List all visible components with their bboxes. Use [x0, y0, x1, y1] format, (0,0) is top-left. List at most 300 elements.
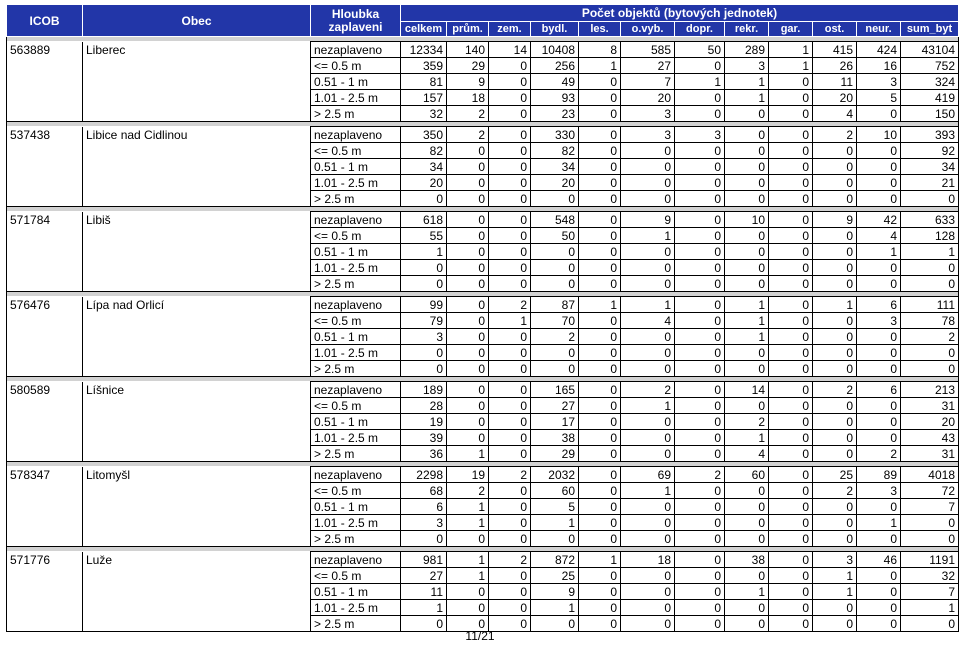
value-cell: 0 — [579, 616, 621, 632]
table-row — [7, 143, 959, 159]
icob-cell — [7, 584, 83, 600]
column-header: rekr. — [725, 22, 769, 37]
value-cell: 2 — [621, 382, 675, 398]
value-cell: 3 — [725, 58, 769, 74]
value-cell: 0 — [675, 106, 725, 122]
value-cell: 0 — [579, 191, 621, 207]
value-cell: 0 — [579, 414, 621, 430]
value-cell: 1 — [857, 244, 901, 260]
value-cell: 81 — [401, 74, 447, 90]
obec-cell — [83, 515, 311, 531]
value-cell: 1 — [725, 74, 769, 90]
value-cell: 0 — [769, 191, 813, 207]
value-cell: 0 — [401, 276, 447, 292]
value-cell: 140 — [447, 42, 489, 58]
value-cell: 0 — [725, 398, 769, 414]
value-cell: 0 — [901, 616, 959, 632]
obec-cell — [83, 483, 311, 499]
value-cell: 752 — [901, 58, 959, 74]
value-cell: 0 — [675, 584, 725, 600]
icob-cell — [7, 58, 83, 74]
value-cell: 0 — [489, 499, 531, 515]
value-cell: 2298 — [401, 467, 447, 483]
value-cell: 0 — [769, 414, 813, 430]
value-cell: 0 — [621, 191, 675, 207]
value-cell: 0 — [489, 191, 531, 207]
value-cell: 0 — [813, 600, 857, 616]
value-cell: 19 — [447, 467, 489, 483]
value-cell: 2032 — [531, 467, 579, 483]
value-cell: 0 — [489, 276, 531, 292]
value-cell: 0 — [675, 276, 725, 292]
value-cell: 1 — [447, 552, 489, 568]
value-cell: 92 — [901, 143, 959, 159]
depth-cell: nezaplaveno — [311, 552, 401, 568]
value-cell: 1 — [531, 600, 579, 616]
value-cell: 0 — [531, 531, 579, 547]
icob-cell — [7, 515, 83, 531]
value-cell: 0 — [447, 398, 489, 414]
value-cell: 393 — [901, 127, 959, 143]
value-cell: 43104 — [901, 42, 959, 58]
value-cell: 0 — [675, 143, 725, 159]
value-cell: 0 — [675, 159, 725, 175]
depth-cell: 1.01 - 2.5 m — [311, 515, 401, 531]
value-cell: 0 — [813, 361, 857, 377]
value-cell: 0 — [901, 276, 959, 292]
value-cell: 70 — [531, 313, 579, 329]
value-cell: 1 — [489, 313, 531, 329]
value-cell: 0 — [813, 159, 857, 175]
value-cell: 0 — [489, 600, 531, 616]
value-cell: 78 — [901, 313, 959, 329]
value-cell: 0 — [769, 531, 813, 547]
value-cell: 2 — [447, 483, 489, 499]
obec-cell — [83, 58, 311, 74]
icob-cell — [7, 361, 83, 377]
value-cell: 0 — [401, 531, 447, 547]
value-cell: 9 — [531, 584, 579, 600]
value-cell: 46 — [857, 552, 901, 568]
value-cell: 0 — [813, 260, 857, 276]
table-row — [7, 244, 959, 260]
value-cell: 1 — [813, 584, 857, 600]
obec-cell — [83, 329, 311, 345]
value-cell: 0 — [725, 345, 769, 361]
value-cell: 18 — [621, 552, 675, 568]
value-cell: 0 — [769, 244, 813, 260]
value-cell: 0 — [901, 515, 959, 531]
value-cell: 7 — [621, 74, 675, 90]
value-cell: 0 — [769, 313, 813, 329]
value-cell: 0 — [621, 446, 675, 462]
value-cell: 0 — [857, 191, 901, 207]
header-hloubka-line2: zaplaveni — [328, 19, 383, 34]
value-cell: 4 — [725, 446, 769, 462]
icob-cell: 537438 — [7, 127, 83, 143]
depth-cell: <= 0.5 m — [311, 313, 401, 329]
value-cell: 0 — [857, 568, 901, 584]
value-cell: 0 — [579, 127, 621, 143]
depth-cell: 1.01 - 2.5 m — [311, 600, 401, 616]
table-header — [7, 5, 959, 37]
value-cell: 0 — [579, 446, 621, 462]
value-cell: 0 — [621, 159, 675, 175]
obec-cell: Líšnice — [83, 382, 311, 398]
value-cell: 2 — [489, 467, 531, 483]
value-cell: 1 — [725, 90, 769, 106]
value-cell: 60 — [725, 467, 769, 483]
value-cell: 0 — [813, 329, 857, 345]
value-cell: 0 — [579, 212, 621, 228]
value-cell: 20 — [901, 414, 959, 430]
value-cell: 0 — [769, 212, 813, 228]
value-cell: 981 — [401, 552, 447, 568]
value-cell: 0 — [621, 329, 675, 345]
value-cell: 1 — [901, 244, 959, 260]
obec-cell — [83, 260, 311, 276]
value-cell: 60 — [531, 483, 579, 499]
value-cell: 0 — [579, 329, 621, 345]
value-cell: 128 — [901, 228, 959, 244]
value-cell: 3 — [401, 515, 447, 531]
value-cell: 0 — [813, 228, 857, 244]
value-cell: 0 — [725, 276, 769, 292]
value-cell: 1 — [447, 568, 489, 584]
table-row — [7, 329, 959, 345]
value-cell: 0 — [675, 446, 725, 462]
table-row — [7, 42, 959, 58]
obec-cell — [83, 345, 311, 361]
value-cell: 0 — [813, 345, 857, 361]
depth-cell: > 2.5 m — [311, 276, 401, 292]
obec-cell — [83, 446, 311, 462]
value-cell: 618 — [401, 212, 447, 228]
value-cell: 14 — [489, 42, 531, 58]
value-cell: 0 — [447, 616, 489, 632]
value-cell: 1 — [579, 58, 621, 74]
value-cell: 43 — [901, 430, 959, 446]
icob-cell: 563889 — [7, 42, 83, 58]
depth-cell: <= 0.5 m — [311, 58, 401, 74]
value-cell: 0 — [447, 244, 489, 260]
value-cell: 0 — [769, 74, 813, 90]
value-cell: 0 — [579, 313, 621, 329]
value-cell: 3 — [813, 552, 857, 568]
table-row — [7, 361, 959, 377]
obec-cell — [83, 430, 311, 446]
obec-cell: Libice nad Cidlinou — [83, 127, 311, 143]
value-cell: 0 — [675, 430, 725, 446]
value-cell: 9 — [447, 74, 489, 90]
value-cell: 1 — [447, 446, 489, 462]
value-cell: 8 — [579, 42, 621, 58]
value-cell: 585 — [621, 42, 675, 58]
value-cell: 0 — [725, 143, 769, 159]
value-cell: 20 — [621, 90, 675, 106]
depth-cell: nezaplaveno — [311, 127, 401, 143]
value-cell: 6 — [857, 382, 901, 398]
obec-cell — [83, 361, 311, 377]
value-cell: 0 — [579, 584, 621, 600]
value-cell: 7 — [901, 584, 959, 600]
value-cell: 0 — [901, 345, 959, 361]
value-cell: 49 — [531, 74, 579, 90]
value-cell: 0 — [579, 175, 621, 191]
value-cell: 69 — [621, 467, 675, 483]
value-cell: 50 — [531, 228, 579, 244]
value-cell: 0 — [675, 244, 725, 260]
obec-cell — [83, 531, 311, 547]
value-cell: 0 — [401, 191, 447, 207]
icob-cell — [7, 483, 83, 499]
value-cell: 150 — [901, 106, 959, 122]
value-cell: 0 — [621, 414, 675, 430]
value-cell: 0 — [813, 430, 857, 446]
value-cell: 0 — [857, 276, 901, 292]
value-cell: 289 — [725, 42, 769, 58]
icob-cell — [7, 244, 83, 260]
table-row — [7, 276, 959, 292]
table-row — [7, 191, 959, 207]
value-cell: 17 — [531, 414, 579, 430]
value-cell: 0 — [447, 212, 489, 228]
value-cell: 0 — [489, 329, 531, 345]
value-cell: 0 — [489, 127, 531, 143]
obec-cell — [83, 106, 311, 122]
value-cell: 10408 — [531, 42, 579, 58]
value-cell: 0 — [447, 297, 489, 313]
depth-cell: 1.01 - 2.5 m — [311, 90, 401, 106]
value-cell: 0 — [725, 499, 769, 515]
value-cell: 3 — [401, 329, 447, 345]
value-cell: 0 — [621, 531, 675, 547]
value-cell: 0 — [675, 398, 725, 414]
value-cell: 0 — [447, 531, 489, 547]
value-cell: 0 — [769, 584, 813, 600]
value-cell: 0 — [579, 90, 621, 106]
value-cell: 0 — [489, 430, 531, 446]
column-header: ost. — [813, 22, 857, 37]
column-header: prům. — [447, 22, 489, 37]
column-header: les. — [579, 22, 621, 37]
value-cell: 350 — [401, 127, 447, 143]
value-cell: 36 — [401, 446, 447, 462]
value-cell: 419 — [901, 90, 959, 106]
value-cell: 21 — [901, 175, 959, 191]
obec-cell — [83, 568, 311, 584]
value-cell: 0 — [579, 382, 621, 398]
value-cell: 31 — [901, 446, 959, 462]
value-cell: 0 — [579, 159, 621, 175]
value-cell: 0 — [401, 345, 447, 361]
value-cell: 0 — [621, 361, 675, 377]
value-cell: 0 — [769, 90, 813, 106]
value-cell: 0 — [769, 276, 813, 292]
value-cell: 12334 — [401, 42, 447, 58]
value-cell: 0 — [489, 568, 531, 584]
value-cell: 50 — [675, 42, 725, 58]
table-row — [7, 467, 959, 483]
value-cell: 27 — [401, 568, 447, 584]
obec-cell — [83, 414, 311, 430]
value-cell: 2 — [489, 297, 531, 313]
table-row — [7, 568, 959, 584]
icob-cell: 571776 — [7, 552, 83, 568]
value-cell: 633 — [901, 212, 959, 228]
value-cell: 16 — [857, 58, 901, 74]
value-cell: 0 — [675, 483, 725, 499]
value-cell: 0 — [675, 90, 725, 106]
value-cell: 0 — [675, 329, 725, 345]
value-cell: 79 — [401, 313, 447, 329]
header-hloubka — [311, 5, 401, 37]
icob-cell — [7, 74, 83, 90]
obec-cell: Luže — [83, 552, 311, 568]
value-cell: 0 — [447, 584, 489, 600]
value-cell: 0 — [725, 127, 769, 143]
obec-cell — [83, 90, 311, 106]
value-cell: 20 — [813, 90, 857, 106]
value-cell: 0 — [725, 616, 769, 632]
table-row — [7, 260, 959, 276]
value-cell: 1 — [401, 244, 447, 260]
value-cell: 0 — [579, 345, 621, 361]
depth-cell: 1.01 - 2.5 m — [311, 430, 401, 446]
value-cell: 0 — [489, 483, 531, 499]
value-cell: 0 — [857, 499, 901, 515]
value-cell: 0 — [447, 382, 489, 398]
table-row — [7, 297, 959, 313]
value-cell: 0 — [725, 260, 769, 276]
value-cell: 0 — [531, 191, 579, 207]
value-cell: 0 — [813, 276, 857, 292]
value-cell: 0 — [901, 191, 959, 207]
column-header: bydl. — [531, 22, 579, 37]
value-cell: 0 — [579, 600, 621, 616]
depth-cell: 1.01 - 2.5 m — [311, 345, 401, 361]
table-row — [7, 90, 959, 106]
value-cell: 0 — [857, 159, 901, 175]
value-cell: 1 — [447, 499, 489, 515]
value-cell: 0 — [769, 568, 813, 584]
value-cell: 0 — [489, 90, 531, 106]
value-cell: 0 — [579, 276, 621, 292]
table-row — [7, 531, 959, 547]
value-cell: 0 — [447, 191, 489, 207]
column-header: gar. — [769, 22, 813, 37]
value-cell: 31 — [901, 398, 959, 414]
value-cell: 0 — [531, 616, 579, 632]
depth-cell: nezaplaveno — [311, 42, 401, 58]
icob-cell — [7, 90, 83, 106]
value-cell: 0 — [621, 430, 675, 446]
value-cell: 2 — [447, 127, 489, 143]
value-cell: 2 — [813, 127, 857, 143]
value-cell: 1 — [675, 74, 725, 90]
depth-cell: nezaplaveno — [311, 212, 401, 228]
depth-cell: 0.51 - 1 m — [311, 74, 401, 90]
value-cell: 0 — [725, 159, 769, 175]
value-cell: 0 — [675, 515, 725, 531]
value-cell: 165 — [531, 382, 579, 398]
value-cell: 26 — [813, 58, 857, 74]
value-cell: 0 — [489, 531, 531, 547]
table-row — [7, 515, 959, 531]
depth-cell: > 2.5 m — [311, 191, 401, 207]
table-row — [7, 382, 959, 398]
value-cell: 1 — [621, 398, 675, 414]
value-cell: 0 — [621, 143, 675, 159]
value-cell: 0 — [401, 616, 447, 632]
value-cell: 0 — [813, 175, 857, 191]
value-cell: 256 — [531, 58, 579, 74]
value-cell: 1 — [621, 483, 675, 499]
value-cell: 93 — [531, 90, 579, 106]
value-cell: 0 — [621, 584, 675, 600]
value-cell: 0 — [675, 382, 725, 398]
depth-cell: > 2.5 m — [311, 361, 401, 377]
value-cell: 0 — [621, 499, 675, 515]
value-cell: 14 — [725, 382, 769, 398]
value-cell: 0 — [489, 616, 531, 632]
value-cell: 2 — [489, 552, 531, 568]
value-cell: 0 — [769, 398, 813, 414]
value-cell: 0 — [813, 531, 857, 547]
value-cell: 0 — [675, 58, 725, 74]
value-cell: 6 — [857, 297, 901, 313]
table-row — [7, 228, 959, 244]
value-cell: 34 — [901, 159, 959, 175]
value-cell: 0 — [769, 382, 813, 398]
value-cell: 0 — [675, 191, 725, 207]
value-cell: 0 — [813, 616, 857, 632]
icob-cell — [7, 143, 83, 159]
value-cell: 0 — [489, 515, 531, 531]
value-cell: 0 — [621, 616, 675, 632]
depth-cell: nezaplaveno — [311, 297, 401, 313]
value-cell: 0 — [813, 313, 857, 329]
value-cell: 1 — [447, 515, 489, 531]
value-cell: 0 — [447, 329, 489, 345]
value-cell: 0 — [725, 568, 769, 584]
value-cell: 0 — [531, 345, 579, 361]
value-cell: 0 — [489, 361, 531, 377]
value-cell: 0 — [447, 276, 489, 292]
value-cell: 0 — [447, 175, 489, 191]
value-cell: 5 — [857, 90, 901, 106]
value-cell: 1 — [725, 313, 769, 329]
table-row — [7, 552, 959, 568]
value-cell: 0 — [447, 430, 489, 446]
icob-cell — [7, 414, 83, 430]
icob-cell — [7, 398, 83, 414]
value-cell: 1 — [621, 228, 675, 244]
value-cell: 0 — [579, 430, 621, 446]
value-cell: 0 — [489, 260, 531, 276]
table-row — [7, 430, 959, 446]
value-cell: 0 — [769, 345, 813, 361]
depth-cell: 1.01 - 2.5 m — [311, 260, 401, 276]
value-cell: 359 — [401, 58, 447, 74]
value-cell: 0 — [579, 74, 621, 90]
value-cell: 0 — [579, 568, 621, 584]
column-header: neur. — [857, 22, 901, 37]
page-number: 11/21 — [465, 629, 495, 643]
value-cell: 872 — [531, 552, 579, 568]
value-cell: 0 — [401, 361, 447, 377]
column-header: sum_byt — [901, 22, 959, 37]
